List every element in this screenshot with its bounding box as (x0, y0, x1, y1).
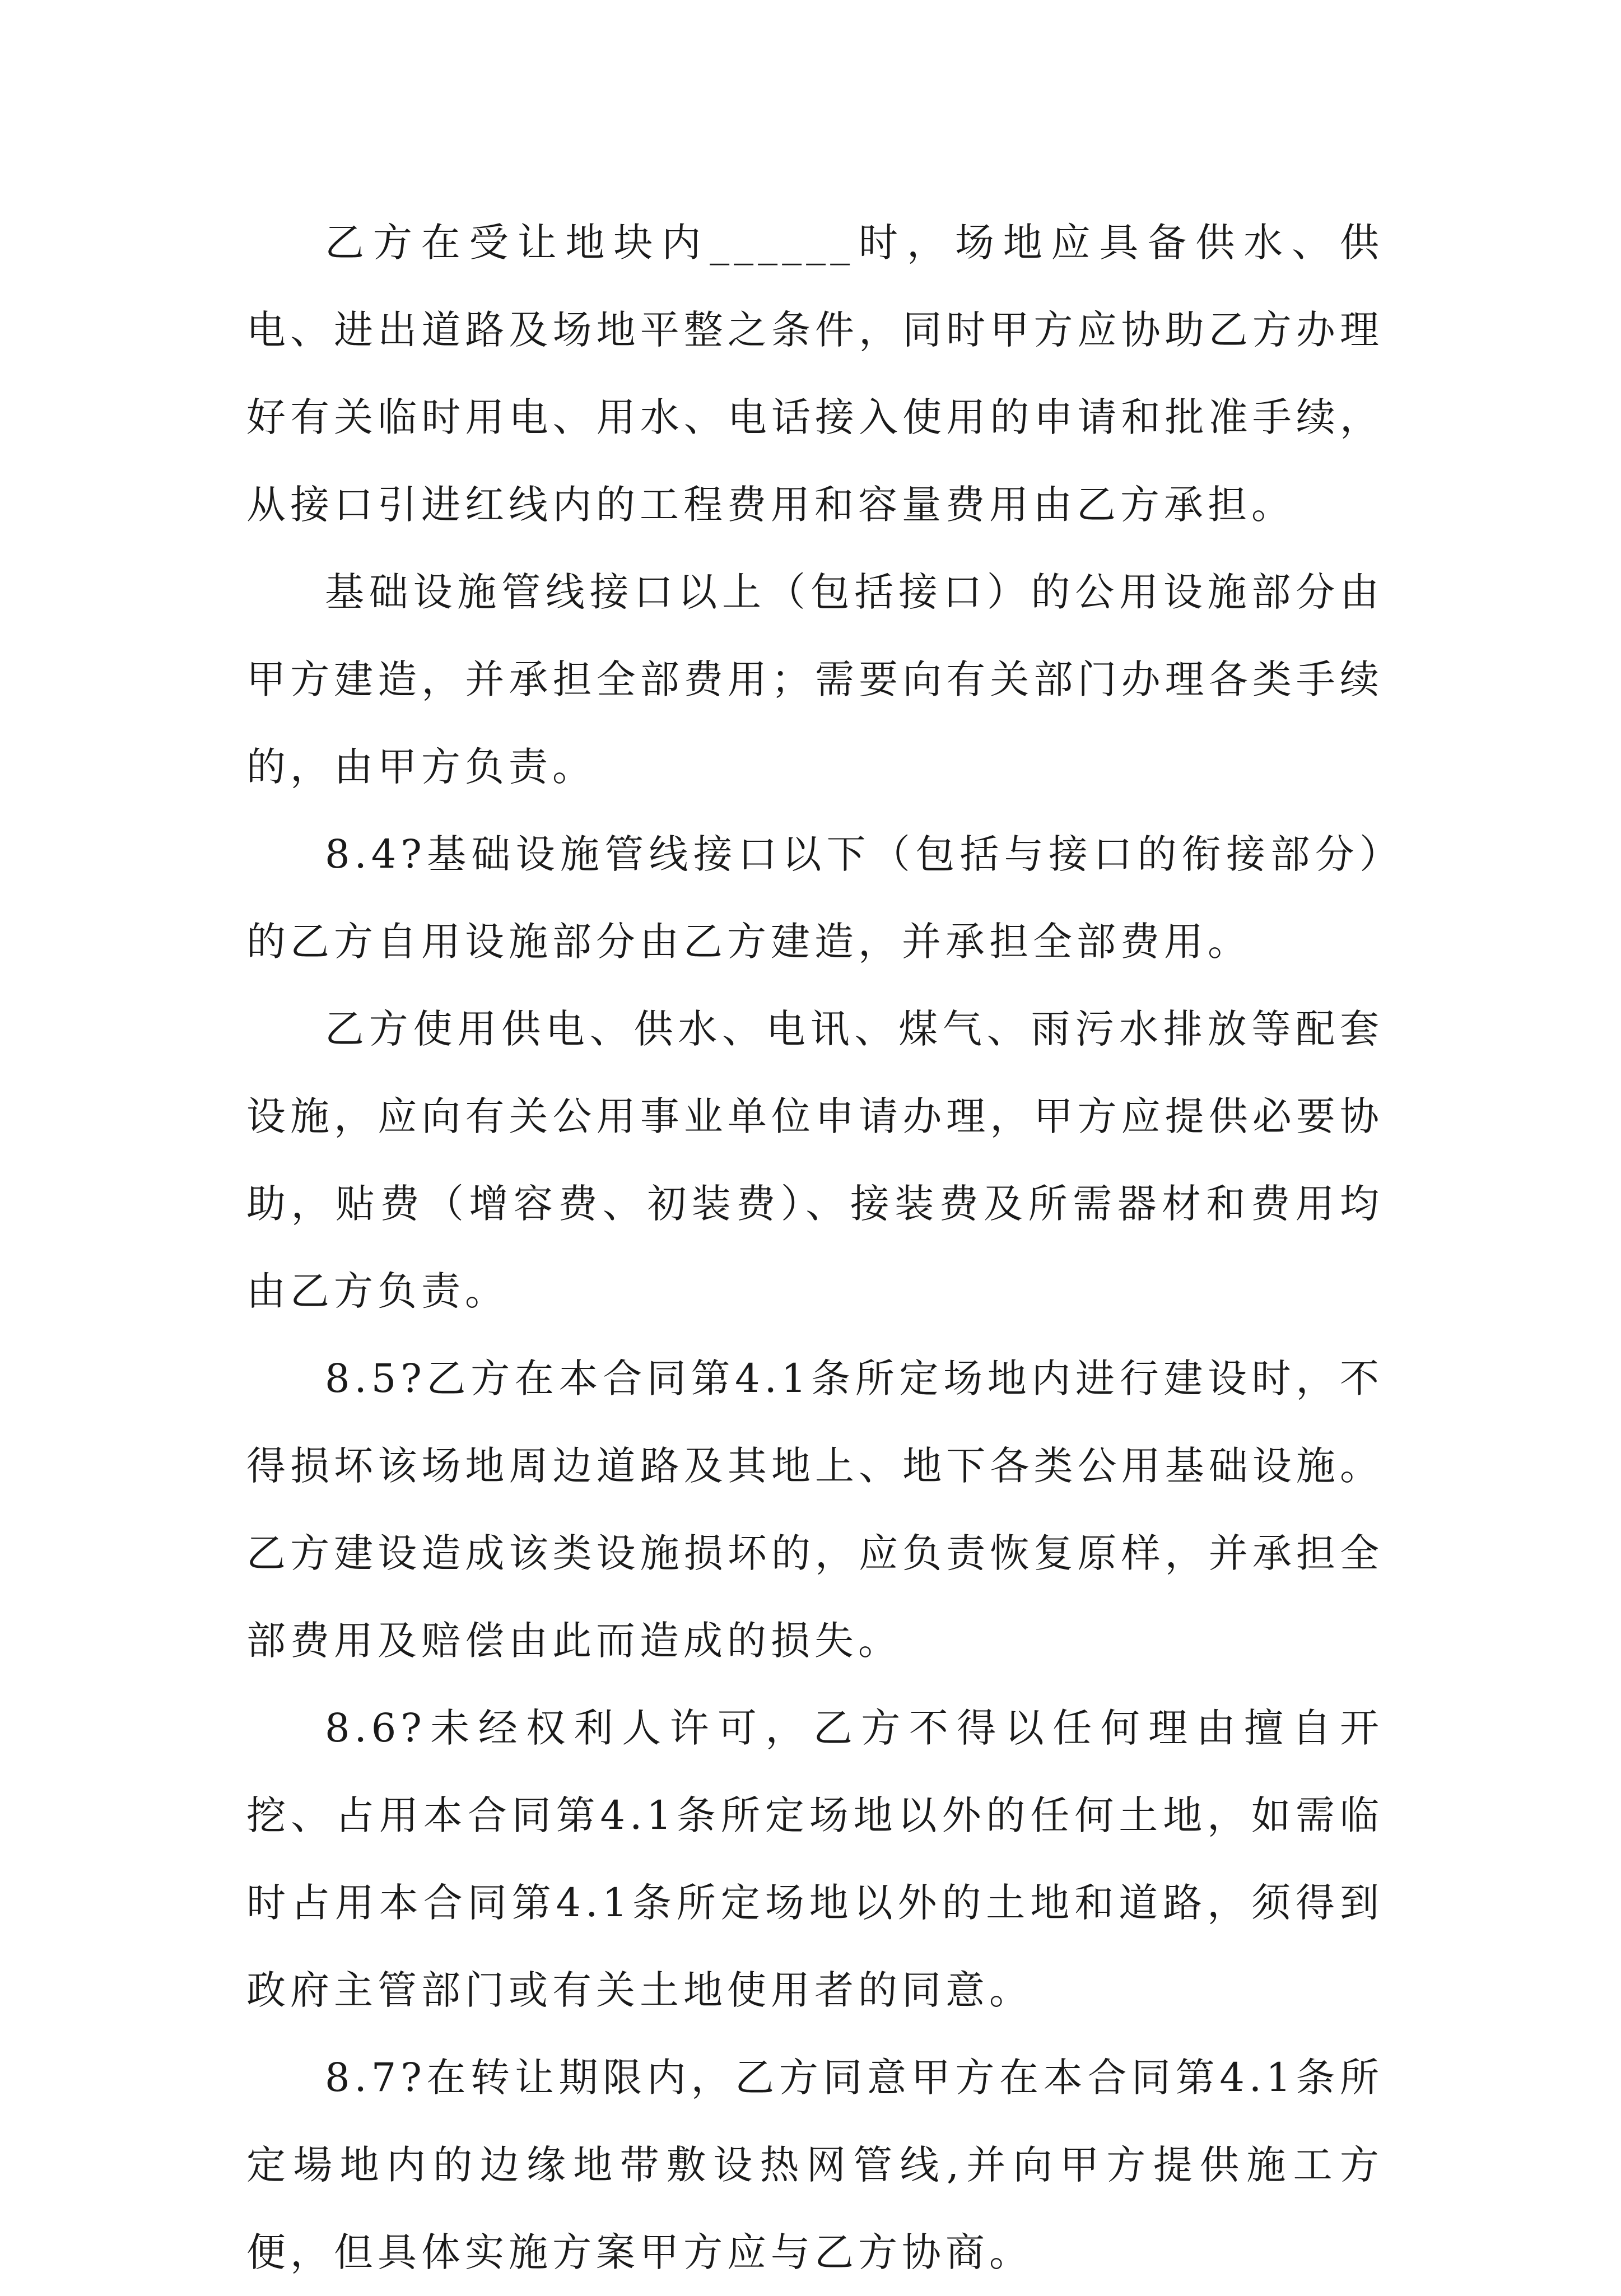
paragraph-clause-8-7: 8.7?在转让期限内，乙方同意甲方在本合同第4.1条所定場地内的边缘地带敷设热网管线,并向甲方提供施工方便，但具体实施方案甲方应与乙方协商。 (246, 2055, 1384, 2275)
paragraph-public-facilities-above-interface: 基础设施管线接口以上（包括接口）的公用设施部分由甲方建造，并承担全部费用；需要向有关部门办理各类手续的，由甲方负责。 (246, 569, 1384, 790)
document-body (246, 199, 1384, 2296)
paragraph-clause-8-4: 8.4?基础设施管线接口以下（包括与接口的衔接部分）的乙方自用设施部分由乙方建造，并承担全部费用。 (246, 831, 1384, 965)
paragraph-clause-8-5: 8.5?乙方在本合同第4.1条所定场地内进行建设时，不得损坏该场地周边道路及其地上、地下各类公用基础设施。乙方建设造成该类设施损坏的，应负责恢复原样，并承担全部费用及赔偿由此而造成的损失。 (246, 1356, 1384, 1664)
paragraph-clause-8-6: 8.6?未经权利人许可，乙方不得以任何理由擅自开挖、占用本合同第4.1条所定场地以外的任何土地，如需临时占用本合同第4.1条所定场地以外的土地和道路，须得到政府主管部门或有关土地使用者的同意。 (246, 1705, 1384, 2013)
paragraph-utilities-site-conditions: 乙方在受让地块内______时，场地应具备供水、供电、进出道路及场地平整之条件，同时甲方应协助乙方办理好有关临时用电、用水、电话接入使用的申请和批准手续，从接口引进红线内的工程费用和容量费用由乙方承担。 (246, 220, 1384, 528)
paragraph-utility-applications: 乙方使用供电、供水、电讯、煤气、雨污水排放等配套设施，应向有关公用事业单位申请办理，甲方应提供必要协助，贴费（增容费、初装费）、接装费及所需器材和费用均由乙方负责。 (246, 1006, 1384, 1314)
